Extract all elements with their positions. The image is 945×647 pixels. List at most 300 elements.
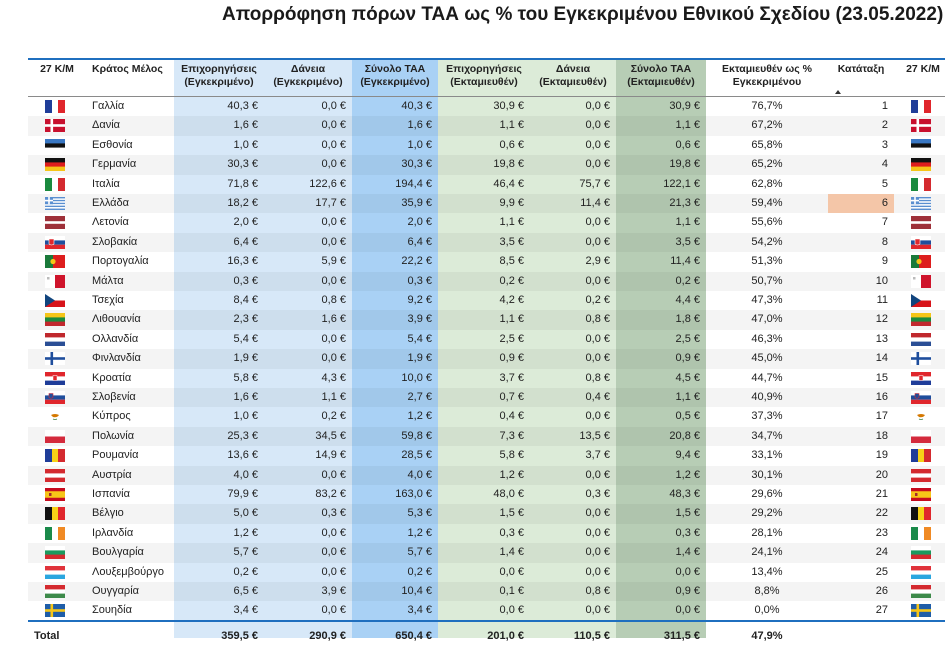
rank-value: 23 <box>875 526 888 539</box>
value-ga: 16,3 € <box>227 255 258 268</box>
germany-flag-icon <box>911 158 931 171</box>
value-ta: 22,2 € <box>401 255 432 268</box>
bulgaria-flag-icon <box>45 546 65 559</box>
table-row[interactable] <box>28 252 945 271</box>
value-ga: 5,0 € <box>233 507 258 520</box>
country-name: Λετονία <box>92 216 129 229</box>
value-ta: 1,9 € <box>407 352 432 365</box>
value-la: 0,0 € <box>321 274 346 287</box>
country-name: Κύπρος <box>92 410 131 423</box>
value-td: 0,6 € <box>675 138 700 151</box>
table-row[interactable] <box>28 563 945 582</box>
croatia-flag-icon <box>911 372 931 385</box>
value-la: 0,8 € <box>321 294 346 306</box>
rank-value: 2 <box>881 119 888 132</box>
value-ta: 1,2 € <box>407 410 432 423</box>
table-row[interactable] <box>28 116 945 135</box>
value-gd: 4,2 € <box>499 294 524 306</box>
slovenia-flag-icon <box>911 391 931 404</box>
lithuania-flag-icon <box>45 313 65 326</box>
table-row[interactable] <box>28 194 945 213</box>
country-name: Γερμανία <box>92 158 137 171</box>
rank-value: 18 <box>875 429 888 442</box>
total-label: Total <box>34 629 60 642</box>
value-ta: 5,3 € <box>407 507 432 520</box>
country-name: Κροατία <box>92 371 132 384</box>
value-ld: 0,2 € <box>585 294 610 306</box>
value-la: 0,0 € <box>321 158 346 171</box>
value-ld: 0,8 € <box>585 313 610 326</box>
value-ld: 0,0 € <box>585 119 610 132</box>
table-row[interactable] <box>28 330 945 349</box>
value-gd: 1,1 € <box>499 119 524 132</box>
total-ld: 110,5 € <box>573 629 610 642</box>
value-td: 1,1 € <box>675 119 700 132</box>
finland-flag-icon <box>45 352 65 365</box>
value-gd: 1,1 € <box>499 313 524 326</box>
spain-flag-icon <box>911 488 931 501</box>
value-gd: 46,4 € <box>493 177 524 190</box>
country-name: Λιθουανία <box>92 313 141 326</box>
value-ld: 0,0 € <box>585 235 610 248</box>
value-gd: 0,6 € <box>499 138 524 151</box>
value-ga: 0,3 € <box>233 274 258 287</box>
romania-flag-icon <box>45 449 65 462</box>
table-row[interactable] <box>28 155 945 174</box>
poland-flag-icon <box>45 430 65 443</box>
pct-disbursed: 62,8% <box>751 177 783 190</box>
rank-value: 5 <box>881 177 888 190</box>
pct-disbursed: 44,7% <box>751 371 783 384</box>
value-gd: 9,9 € <box>499 197 524 209</box>
value-ga: 2,3 € <box>233 313 258 326</box>
table-row[interactable] <box>28 233 945 252</box>
table-row[interactable] <box>28 349 945 368</box>
value-ld: 0,0 € <box>585 410 610 423</box>
value-gd: 0,2 € <box>499 274 524 287</box>
pct-disbursed: 55,6% <box>751 216 783 229</box>
slovakia-flag-icon <box>45 236 65 249</box>
pct-disbursed: 47,0% <box>751 313 783 326</box>
value-la: 17,7 € <box>315 197 346 209</box>
pct-disbursed: 13,4% <box>751 565 783 578</box>
country-name: Ουγγαρία <box>92 585 139 597</box>
slovenia-flag-icon <box>45 391 65 404</box>
table-row[interactable] <box>28 291 945 310</box>
table-row[interactable] <box>28 310 945 329</box>
slovakia-flag-icon <box>911 236 931 249</box>
country-name: Σλοβενία <box>92 391 136 403</box>
value-la: 3,9 € <box>321 585 346 597</box>
value-ld: 13,5 € <box>579 429 610 442</box>
value-ga: 1,0 € <box>233 138 258 151</box>
table-row[interactable] <box>28 601 945 620</box>
bulgaria-flag-icon <box>911 546 931 559</box>
rank-value: 9 <box>881 255 888 268</box>
total-gd: 201,0 € <box>487 629 524 642</box>
value-gd: 1,2 € <box>499 468 524 481</box>
total-row <box>28 627 945 646</box>
rank-value: 22 <box>875 507 888 520</box>
value-ld: 0,0 € <box>585 352 610 365</box>
rank-value: 7 <box>881 216 888 229</box>
pct-disbursed: 30,1% <box>751 468 783 481</box>
value-td: 0,3 € <box>675 526 700 539</box>
hungary-flag-icon <box>911 585 931 598</box>
rank-value: 14 <box>875 352 888 365</box>
value-ga: 25,3 € <box>227 429 258 442</box>
value-la: 122,6 € <box>309 177 346 190</box>
value-ld: 0,0 € <box>585 507 610 520</box>
value-ld: 0,3 € <box>585 488 610 500</box>
spain-flag-icon <box>45 488 65 501</box>
sort-ascending-icon[interactable] <box>835 90 841 94</box>
value-td: 4,5 € <box>675 371 700 384</box>
rank-value: 1 <box>881 100 888 112</box>
value-gd: 0,1 € <box>499 585 524 597</box>
table-row[interactable] <box>28 485 945 504</box>
finland-flag-icon <box>911 352 931 365</box>
value-td: 4,4 € <box>675 294 700 306</box>
value-ga: 4,0 € <box>233 468 258 481</box>
value-td: 0,9 € <box>675 352 700 365</box>
value-ta: 5,7 € <box>407 546 432 559</box>
country-name: Φινλανδία <box>92 352 141 365</box>
country-name: Τσεχία <box>92 294 124 306</box>
value-ga: 18,2 € <box>227 197 258 209</box>
table-row[interactable] <box>28 543 945 562</box>
value-td: 1,8 € <box>675 313 700 326</box>
value-ld: 0,0 € <box>585 565 610 578</box>
value-ga: 5,4 € <box>233 332 258 345</box>
value-ld: 0,0 € <box>585 100 610 112</box>
rank-value: 26 <box>875 585 888 597</box>
value-ta: 40,3 € <box>401 100 432 112</box>
value-gd: 48,0 € <box>493 488 524 500</box>
pct-disbursed: 76,7% <box>751 100 783 112</box>
value-ta: 163,0 € <box>395 488 432 500</box>
germany-flag-icon <box>45 158 65 171</box>
ireland-flag-icon <box>45 527 65 540</box>
table-row[interactable] <box>28 446 945 465</box>
country-name: Γαλλία <box>92 100 125 112</box>
netherlands-flag-icon <box>45 333 65 346</box>
table-row[interactable] <box>28 407 945 426</box>
belgium-flag-icon <box>45 507 65 520</box>
value-td: 30,9 € <box>669 100 700 112</box>
value-ta: 1,0 € <box>407 138 432 151</box>
country-name: Ισπανία <box>92 488 130 500</box>
pct-disbursed: 47,3% <box>751 294 783 306</box>
pct-disbursed: 34,7% <box>751 429 783 442</box>
value-gd: 0,0 € <box>499 604 524 617</box>
value-la: 1,6 € <box>321 313 346 326</box>
pct-disbursed: 33,1% <box>751 449 783 462</box>
pct-disbursed: 54,2% <box>751 235 783 248</box>
value-ta: 10,0 € <box>401 371 432 384</box>
pct-disbursed: 29,2% <box>751 507 783 520</box>
table-row[interactable] <box>28 582 945 601</box>
value-ga: 79,9 € <box>227 488 258 500</box>
denmark-flag-icon <box>45 119 65 132</box>
value-ld: 0,0 € <box>585 158 610 171</box>
latvia-flag-icon <box>911 216 931 229</box>
col-header-grants-disbursed[interactable]: Επιχορηγήσεις (Εκταμιευθέν) <box>446 63 522 88</box>
rank-value: 10 <box>875 274 888 287</box>
romania-flag-icon <box>911 449 931 462</box>
value-gd: 7,3 € <box>499 429 524 442</box>
value-ga: 5,8 € <box>233 371 258 384</box>
value-gd: 2,5 € <box>499 332 524 345</box>
rank-value: 24 <box>875 546 888 559</box>
value-td: 9,4 € <box>675 449 700 462</box>
value-gd: 19,8 € <box>493 158 524 171</box>
rank-value: 13 <box>875 332 888 345</box>
value-gd: 1,1 € <box>499 216 524 229</box>
value-td: 20,8 € <box>669 429 700 442</box>
italy-flag-icon <box>45 178 65 191</box>
value-ga: 40,3 € <box>227 100 258 112</box>
total-td: 311,5 € <box>663 629 700 642</box>
value-gd: 30,9 € <box>493 100 524 112</box>
value-ld: 0,0 € <box>585 216 610 229</box>
country-name: Σουηδία <box>92 604 132 617</box>
total-la: 290,9 € <box>309 629 346 642</box>
table-row[interactable] <box>28 504 945 523</box>
value-la: 0,0 € <box>321 100 346 112</box>
country-name: Βουλγαρία <box>92 546 144 559</box>
value-la: 0,0 € <box>321 604 346 617</box>
austria-flag-icon <box>911 469 931 482</box>
value-ga: 5,7 € <box>233 546 258 559</box>
value-ta: 1,6 € <box>407 119 432 132</box>
table-row[interactable] <box>28 272 945 291</box>
value-ga: 0,2 € <box>233 565 258 578</box>
value-la: 0,2 € <box>321 410 346 423</box>
col-header-loans-disbursed[interactable]: Δάνεια (Εκταμιευθέν) <box>539 63 607 88</box>
rank-value: 3 <box>881 138 888 151</box>
lithuania-flag-icon <box>911 313 931 326</box>
country-name: Σλοβακία <box>92 235 138 248</box>
value-gd: 1,5 € <box>499 507 524 520</box>
col-header-grants-approved[interactable]: Επιχορηγήσεις (Εγκεκριμένο) <box>181 63 257 88</box>
value-ga: 1,9 € <box>233 352 258 365</box>
col-header-flag[interactable]: 27 Κ/Μ <box>40 63 74 75</box>
value-td: 3,5 € <box>675 235 700 248</box>
total-ta: 650,4 € <box>395 629 432 642</box>
czechia-flag-icon <box>911 294 931 307</box>
france-flag-icon <box>911 100 931 113</box>
page-title: Απορρόφηση πόρων ΤΑΑ ως % του Εγκεκριμένου Εθνικού Σχεδίου (23.05.2022) <box>222 4 944 25</box>
country-name: Βέλγιο <box>92 507 124 520</box>
value-ta: 3,9 € <box>407 313 432 326</box>
value-gd: 8,5 € <box>499 255 524 268</box>
estonia-flag-icon <box>45 139 65 152</box>
table-row[interactable] <box>28 175 945 194</box>
value-ta: 4,0 € <box>407 468 432 481</box>
greece-flag-icon <box>45 197 65 210</box>
value-ta: 2,0 € <box>407 216 432 229</box>
pct-disbursed: 0,0% <box>754 604 780 617</box>
rank-value: 25 <box>875 565 888 578</box>
value-ta: 35,9 € <box>401 197 432 209</box>
value-ld: 0,8 € <box>585 585 610 597</box>
value-ld: 0,0 € <box>585 332 610 345</box>
value-ld: 0,0 € <box>585 468 610 481</box>
value-td: 11,4 € <box>670 255 700 268</box>
france-flag-icon <box>45 100 65 113</box>
netherlands-flag-icon <box>911 333 931 346</box>
value-ga: 8,4 € <box>233 294 258 306</box>
value-ta: 0,3 € <box>407 274 432 287</box>
rank-value: 11 <box>876 294 888 306</box>
col-header-country[interactable]: Κράτος Μέλος <box>92 63 163 75</box>
latvia-flag-icon <box>45 216 65 229</box>
value-ta: 0,2 € <box>407 565 432 578</box>
pct-disbursed: 40,9% <box>751 391 783 403</box>
total-ga: 359,5 € <box>221 629 258 642</box>
table-row[interactable] <box>28 466 945 485</box>
value-ga: 71,8 € <box>227 177 258 190</box>
value-td: 1,1 € <box>675 391 700 403</box>
value-td: 1,2 € <box>675 468 700 481</box>
value-td: 0,0 € <box>675 565 700 578</box>
value-la: 1,1 € <box>321 391 346 403</box>
table-row[interactable] <box>28 388 945 407</box>
rank-value: 4 <box>881 158 888 171</box>
value-la: 0,0 € <box>321 138 346 151</box>
pct-disbursed: 59,4% <box>751 197 783 209</box>
value-ga: 1,2 € <box>233 526 258 539</box>
italy-flag-icon <box>911 178 931 191</box>
belgium-flag-icon <box>911 507 931 520</box>
rank-value: 19 <box>875 449 888 462</box>
value-la: 0,0 € <box>321 235 346 248</box>
value-la: 83,2 € <box>315 488 346 500</box>
cyprus-flag-icon <box>45 410 65 423</box>
value-ga: 1,6 € <box>233 119 258 132</box>
col-header-pct[interactable]: Εκταμιευθέν ως % Εγκεκριμένου <box>722 63 812 88</box>
pct-disbursed: 65,8% <box>751 138 783 151</box>
value-td: 0,5 € <box>675 410 700 423</box>
value-ta: 2,7 € <box>407 391 432 403</box>
austria-flag-icon <box>45 469 65 482</box>
value-la: 0,0 € <box>321 468 346 481</box>
value-ta: 6,4 € <box>407 235 432 248</box>
table-row[interactable] <box>28 136 945 155</box>
value-la: 0,0 € <box>321 216 346 229</box>
pct-disbursed: 24,1% <box>751 546 783 559</box>
value-ta: 1,2 € <box>407 526 432 539</box>
value-ld: 0,0 € <box>585 526 610 539</box>
value-ga: 6,4 € <box>233 235 258 248</box>
value-la: 4,3 € <box>321 371 346 384</box>
sweden-flag-icon <box>45 604 65 617</box>
value-ta: 194,4 € <box>395 177 432 190</box>
value-td: 0,2 € <box>675 274 700 287</box>
value-ld: 0,0 € <box>585 274 610 287</box>
value-la: 0,0 € <box>321 565 346 578</box>
pct-disbursed: 46,3% <box>751 332 783 345</box>
value-ta: 10,4 € <box>401 585 432 597</box>
pct-disbursed: 67,2% <box>751 119 783 132</box>
country-name: Ελλάδα <box>92 197 130 209</box>
value-gd: 0,0 € <box>499 565 524 578</box>
table-row[interactable] <box>28 369 945 388</box>
value-ta: 30,3 € <box>401 158 432 171</box>
portugal-flag-icon <box>911 255 931 268</box>
value-ta: 59,8 € <box>401 429 432 442</box>
value-la: 0,0 € <box>321 352 346 365</box>
value-td: 1,1 € <box>675 216 700 229</box>
value-la: 0,0 € <box>321 526 346 539</box>
value-ld: 0,8 € <box>585 371 610 384</box>
croatia-flag-icon <box>45 372 65 385</box>
country-name: Λουξεμβούργο <box>92 565 164 578</box>
value-gd: 3,5 € <box>499 235 524 248</box>
col-header-total-approved[interactable]: Σύνολο ΤΑΑ (Εγκεκριμένο) <box>360 63 430 88</box>
ireland-flag-icon <box>911 527 931 540</box>
table-row[interactable] <box>28 427 945 446</box>
rank-value: 12 <box>875 313 888 326</box>
value-ga: 3,4 € <box>233 604 258 617</box>
luxembourg-flag-icon <box>45 566 65 579</box>
value-la: 5,9 € <box>321 255 346 268</box>
value-td: 122,1 € <box>663 177 700 190</box>
rank-value: 27 <box>875 604 888 617</box>
value-la: 0,0 € <box>321 332 346 345</box>
value-ga: 13,6 € <box>227 449 258 462</box>
pct-disbursed: 29,6% <box>751 488 783 500</box>
value-ga: 30,3 € <box>227 158 258 171</box>
rank-value: 8 <box>881 235 888 248</box>
value-ta: 9,2 € <box>407 294 432 306</box>
col-header-rank[interactable]: Κατάταξη <box>837 63 885 75</box>
country-name: Πολωνία <box>92 429 135 442</box>
value-ld: 0,4 € <box>585 391 610 403</box>
poland-flag-icon <box>911 430 931 443</box>
table-row[interactable] <box>28 97 945 116</box>
table-row[interactable] <box>28 213 945 232</box>
greece-flag-icon <box>911 197 931 210</box>
value-gd: 0,7 € <box>499 391 524 403</box>
value-ld: 0,0 € <box>585 138 610 151</box>
value-ga: 6,5 € <box>233 585 258 597</box>
rank-value: 21 <box>875 488 888 500</box>
value-la: 0,0 € <box>321 546 346 559</box>
table-row[interactable] <box>28 524 945 543</box>
value-ld: 3,7 € <box>585 449 610 462</box>
denmark-flag-icon <box>911 119 931 132</box>
value-ga: 2,0 € <box>233 216 258 229</box>
rank-value: 17 <box>875 410 888 423</box>
malta-flag-icon <box>45 275 65 288</box>
pct-disbursed: 45,0% <box>751 352 783 365</box>
pct-disbursed: 50,7% <box>751 274 783 287</box>
rank-value: 15 <box>875 371 888 384</box>
col-header-loans-approved[interactable]: Δάνεια (Εγκεκριμένο) <box>273 63 343 88</box>
col-header-total-disbursed[interactable]: Σύνολο ΤΑΑ (Εκταμιευθέν) <box>627 63 695 88</box>
rank-value: 16 <box>875 391 888 403</box>
value-la: 0,0 € <box>321 119 346 132</box>
header-row <box>28 58 945 96</box>
value-gd: 0,3 € <box>499 526 524 539</box>
value-ld: 2,9 € <box>585 255 610 268</box>
col-header-flag-2[interactable]: 27 Κ/Μ <box>906 63 940 75</box>
country-name: Δανία <box>92 119 121 132</box>
country-name: Ιρλανδία <box>92 526 134 539</box>
value-ta: 5,4 € <box>407 332 432 345</box>
